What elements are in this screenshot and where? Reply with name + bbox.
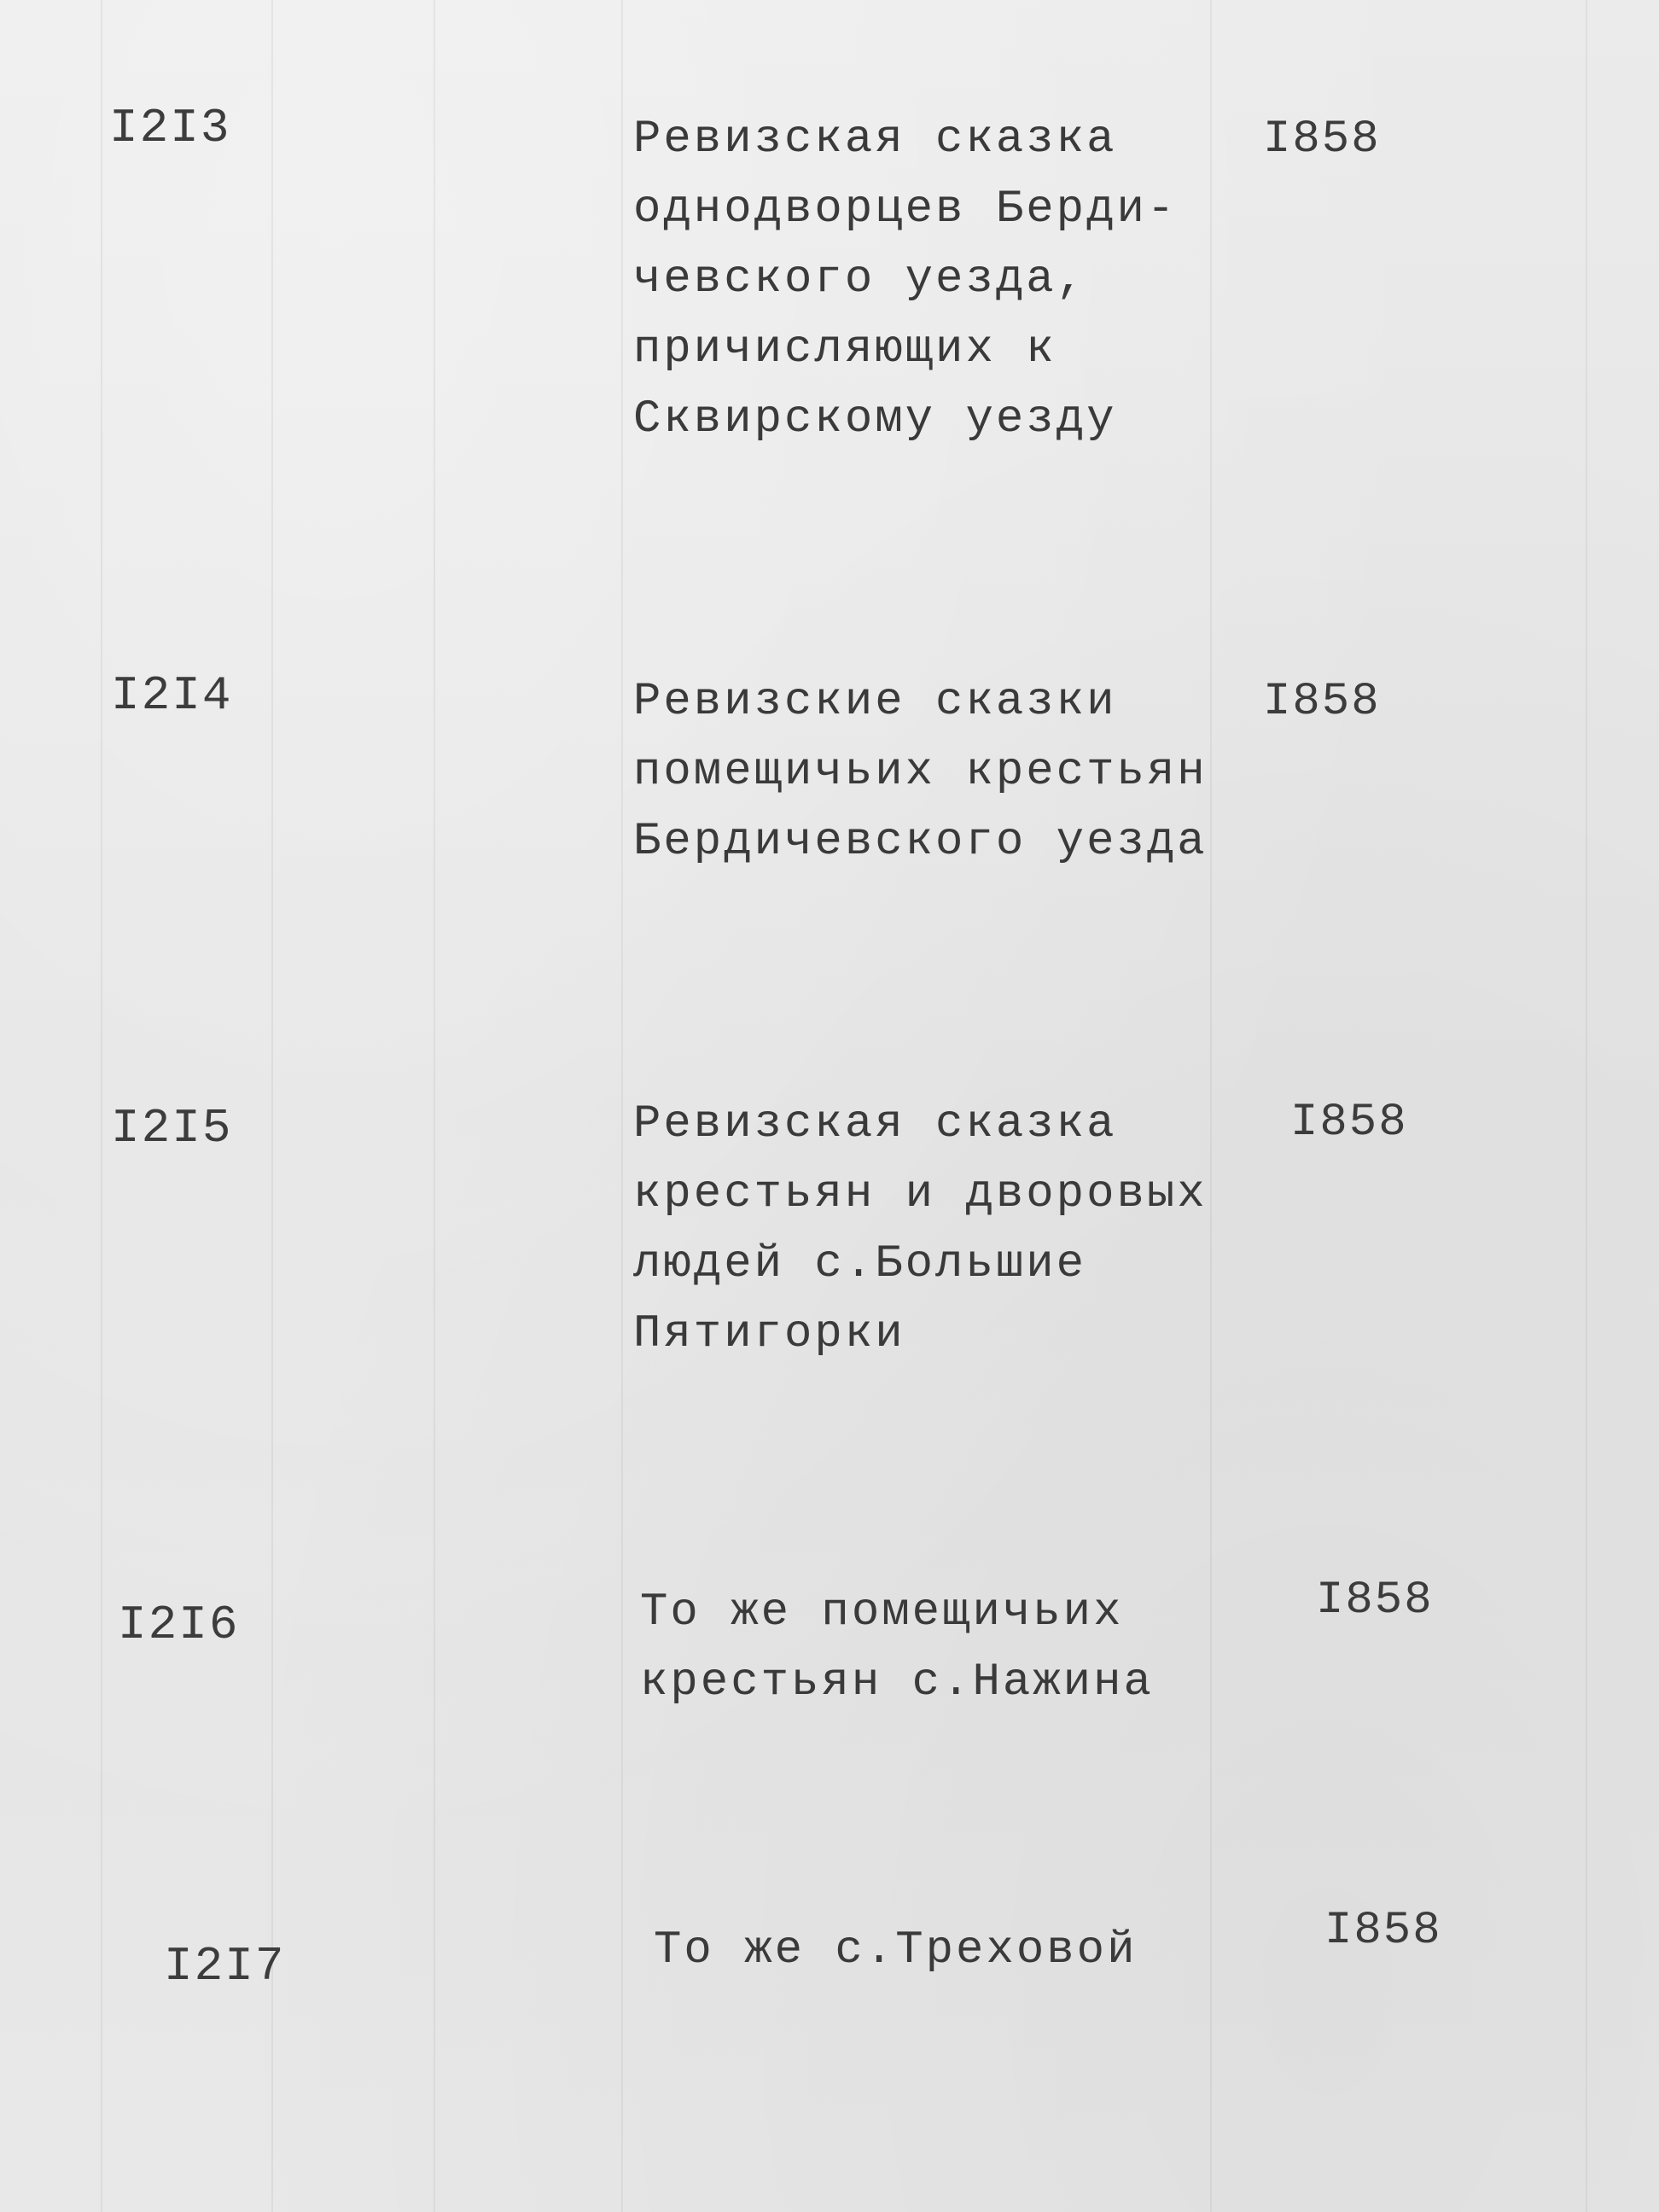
entry-year: I858: [1263, 676, 1381, 728]
description-line: Бердичевского уезда: [633, 816, 1208, 868]
description-line: Сквирскому уезду: [633, 393, 1117, 445]
description-line: То же с.Треховой: [654, 1924, 1138, 1976]
page-rule-line: [1586, 0, 1587, 2212]
entry-description: [633, 1090, 1208, 1370]
page-rule-line: [271, 0, 273, 2212]
entry-year: I858: [1316, 1575, 1434, 1627]
page-rule-line: [434, 0, 435, 2212]
page-rule-line: [621, 0, 623, 2212]
entry-description: [654, 1916, 1137, 1986]
entry-number: I2I6: [118, 1598, 240, 1652]
description-line: Ревизские сказки: [633, 676, 1117, 728]
entry-year: I858: [1263, 114, 1381, 166]
description-line: Ревизская сказка: [633, 114, 1117, 166]
description-line: Пятигорки: [633, 1308, 905, 1360]
description-line: крестьян и дворовых: [633, 1168, 1208, 1220]
entry-number: I2I7: [164, 1939, 286, 1994]
entry-description: [633, 105, 1177, 455]
description-line: помещичьих крестьян: [633, 746, 1208, 798]
entry-year: I858: [1324, 1905, 1442, 1957]
page-rule-line: [101, 0, 102, 2212]
entry-number: I2I4: [111, 668, 233, 723]
entry-number: I2I5: [111, 1101, 233, 1155]
entry-number: I2I3: [109, 101, 231, 155]
entry-year: I858: [1290, 1097, 1408, 1149]
description-line: Ревизская сказка: [633, 1098, 1117, 1150]
description-line: людей с.Большие: [633, 1238, 1087, 1290]
entry-description: [640, 1578, 1154, 1718]
description-line: крестьян с.Нажина: [640, 1656, 1154, 1708]
description-line: однодворцев Берди-: [633, 183, 1178, 236]
description-line: То же помещичьих: [640, 1586, 1124, 1639]
description-line: причисляющих к: [633, 323, 1057, 375]
description-line: чевского уезда,: [633, 253, 1087, 306]
entry-description: [633, 667, 1208, 877]
page-rule-line: [1210, 0, 1212, 2212]
